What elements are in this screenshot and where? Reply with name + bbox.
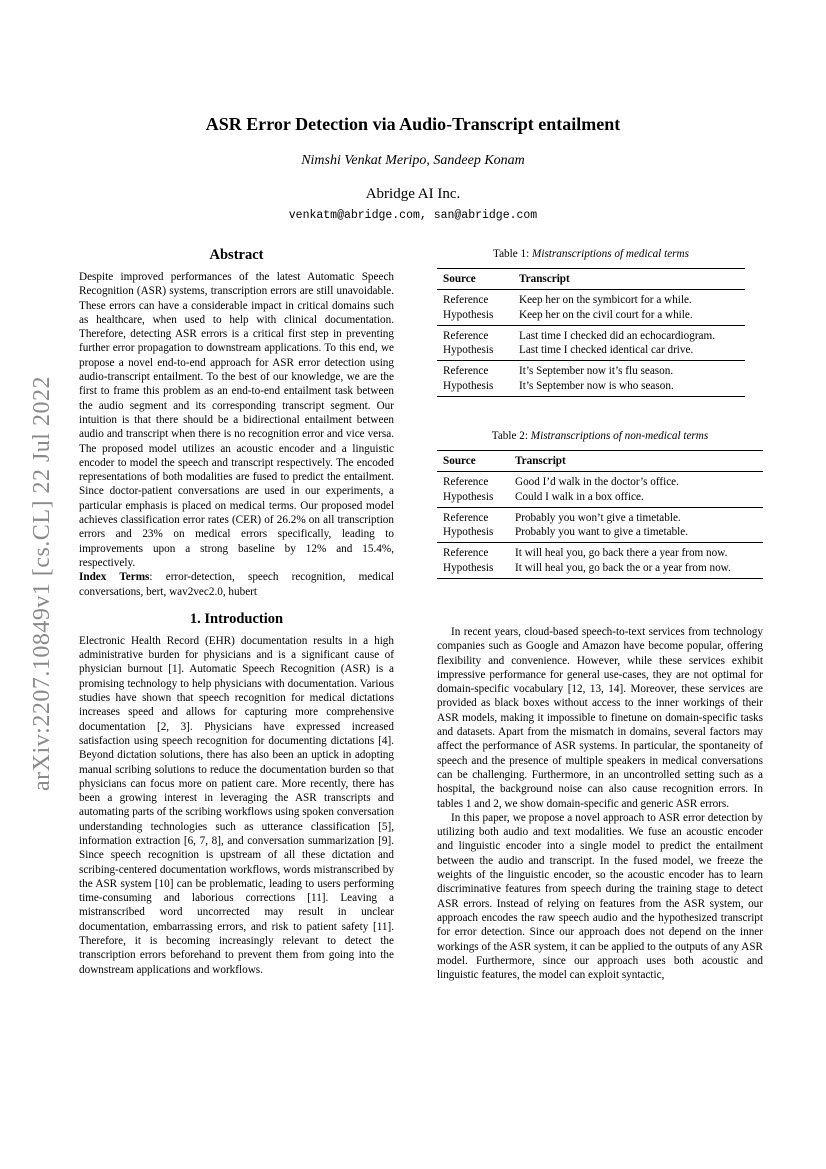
table-row <box>437 379 745 397</box>
introduction-paragraph-3: In this paper, we propose a novel approach to ASR error detection by utilizing both audio and text modalities. We fuse an acoustic encoder and linguistic encoder into a single model to predict the entailment between the audio and transcript. In the fused model, we freeze the weights of the linguistic encoder, so the acoustic encoder has to learn discriminative features from speech during the training stage to detect ASR errors. Instead of relying on features from the ASR system, our approach encodes the raw speech audio and the hypothesized transcript for error detection. Since our approach does not depend on the inner workings of the ASR system, it can be applied to the outputs of any ASR model. Furthermore, since our approach uses both acoustic and linguistic features, the model can exploit syntactic, <box>437 811 763 982</box>
table-cell-source: Reference <box>443 511 489 524</box>
table-cell-source: Reference <box>443 547 489 560</box>
table-cell-transcript: It will heal you, go back there a year from now. <box>515 547 728 560</box>
table-cell-transcript: Good I’d walk in the doctor’s office. <box>515 476 679 489</box>
table-1-caption-text: Mistranscriptions of medical terms <box>532 248 689 260</box>
table-1-header-source: Source <box>443 273 476 285</box>
table-1-caption-label: Table 1: <box>493 248 533 260</box>
table-row <box>437 290 745 308</box>
table-1-header-transcript: Transcript <box>519 273 570 285</box>
table-cell-source: Hypothesis <box>443 561 494 574</box>
table-row <box>437 507 763 525</box>
index-terms <box>79 570 394 599</box>
table-1 <box>437 248 745 397</box>
introduction-paragraph-1: Electronic Health Record (EHR) documentation results in a high administrative burden for physicians and is a significant cause of physician burnout [1]. Automatic Speech Recognition (ASR) is a promising technology to help physicians with documentation. Various studies have shown that speech recognition for medical dictations increases speed and allows for capturing more comprehensive documentation [2, 3]. Physicians have expressed increased satisfaction using speech recognition for documenting dictations [4]. Beyond dictation solutions, there has also been an uptick in adopting manual scribing solutions to reduce the documentation burden so that physicians can focus more on patient care. More recently, there has been a growing interest in leveraging the ASR transcripts and automating parts of the scribing workflows using spoken conversation understanding technologies such as utterance classification [5], information extraction [6, 7, 8], and conversation summarization [9]. Since speech recognition is upstream of all these dictation and scribing-centered documentation workflows, words mistranscribed by the ASR system [10] can be problematic, leading to users performing time-consuming and laborious corrections [11]. Leaving a mistranscribed word uncorrected may result in unclear documentation, embarrassing errors, and risk to patient safety [11]. Therefore, it is becoming increasingly relevant to detect the transcription errors beforehand to prevent them from going into the downstream applications and workflows. <box>79 634 394 976</box>
table-2-grid <box>437 450 763 579</box>
table-1-group <box>437 325 745 361</box>
right-column-text <box>437 625 763 982</box>
table-cell-source: Reference <box>443 365 489 378</box>
table-cell-transcript: Last time I checked did an echocardiogram. <box>519 329 716 342</box>
table-cell-transcript: Probably you won’t give a timetable. <box>515 511 681 524</box>
table-row <box>437 325 745 343</box>
table-cell-source: Hypothesis <box>443 308 494 321</box>
table-cell-source: Reference <box>443 294 489 307</box>
table-cell-transcript: It’s September now is who season. <box>519 379 674 392</box>
arxiv-identifier-stamp <box>22 348 62 818</box>
table-2-group <box>437 472 763 508</box>
table-cell-transcript: Could I walk in a box office. <box>515 490 644 503</box>
table-cell-source: Hypothesis <box>443 344 494 357</box>
table-cell-source: Hypothesis <box>443 490 494 503</box>
table-row <box>437 343 745 361</box>
paper-emails: venkatm@abridge.com, san@abridge.com <box>288 209 538 222</box>
table-2-caption <box>437 430 763 442</box>
paper-title: ASR Error Detection via Audio-Transcript entailment <box>205 114 621 134</box>
table-cell-transcript: Keep her on the symbicort for a while. <box>519 294 692 307</box>
table-2-caption-label: Table 2: <box>491 430 531 442</box>
table-row <box>437 490 763 508</box>
table-2-group <box>437 507 763 543</box>
table-2-group <box>437 543 763 579</box>
table-row <box>437 543 763 561</box>
table-cell-transcript: Keep her on the civil court for a while. <box>519 308 693 321</box>
table-row <box>437 561 763 579</box>
table-cell-source: Hypothesis <box>443 379 494 392</box>
table-2-caption-text: Mistranscriptions of non-medical terms <box>530 430 709 442</box>
paper-affiliation: Abridge AI Inc. <box>365 186 461 202</box>
abstract-heading: Abstract <box>209 247 264 263</box>
paper-authors: Nimshi Venkat Meripo, Sandeep Konam <box>301 153 525 168</box>
table-2-header-transcript: Transcript <box>515 455 566 467</box>
table-1-group <box>437 290 745 326</box>
introduction-paragraph-2: In recent years, cloud-based speech-to-text services from technology companies such as Google and Amazon have become popular, offering flexibility and convenience. However, while these services exhibit impressive performance for general use-cases, they are not optimal for domain-specific vocabulary [12, 13, 14]. Moreover, these services are provided as black boxes without access to the inner workings of their ASR models, making it impossible to finetune on domain-specific tasks and datasets. Apart from the mismatch in domains, several factors may affect the performance of ASR systems. In particular, the spontaneity of speech and the presence of multiple speakers in medical conversations can be challenging. Furthermore, in an uncontrolled setting such as a hospital, the background noise can also cause recognition errors. In tables 1 and 2, we show domain-specific and generic ASR errors. <box>437 626 763 810</box>
table-row <box>437 472 763 490</box>
table-cell-source: Reference <box>443 476 489 489</box>
table-cell-source: Reference <box>443 329 489 342</box>
table-row <box>437 525 763 543</box>
table-row <box>437 361 745 379</box>
arxiv-identifier-text: arXiv:2207.10849v1 [cs.CL] 22 Jul 2022 <box>28 375 55 791</box>
table-cell-transcript: It’s September now it’s flu season. <box>519 365 674 378</box>
index-terms-text: : error-detection, speech recognition, medical conversations, bert, wav2vec2.0, hubert <box>79 571 394 598</box>
index-terms-label: Index Terms <box>79 571 150 584</box>
table-1-grid <box>437 268 745 397</box>
table-1-group <box>437 361 745 397</box>
table-cell-transcript: Last time I checked identical car drive. <box>519 344 694 357</box>
table-cell-source: Hypothesis <box>443 526 494 539</box>
table-1-caption <box>437 248 745 260</box>
table-2-header-source: Source <box>443 455 476 467</box>
abstract-text: Despite improved performances of the latest Automatic Speech Recognition (ASR) systems, transcription errors are still unavoidable. These errors can have a considerable impact in critical domains such as healthcare, when used to help with clinical documentation. Therefore, detecting ASR errors is a critical first step in preventing further error propagation to downstream applications. To this end, we propose a novel end-to-end approach for ASR error detection using audio-transcript entailment. To the best of our knowledge, we are the first to frame this problem as an end-to-end entailment task between the audio segment and its corresponding transcript segment. Our intuition is that there should be a bidirectional entailment between audio and transcript when there is no recognition error and vice versa. The proposed model utilizes an acoustic encoder and a linguistic encoder to model the speech and transcript respectively. The encoded representations of both modalities are fused to predict the entailment. Since doctor-patient conversations are used in our experiments, a particular emphasis is placed on medical terms. Our proposed model achieves classification error rates (CER) of 26.2% on all transcription errors and 23% on medical errors specifically, leading to improvements upon a strong baseline by 12% and 15.4%, respectively. <box>79 271 394 569</box>
table-cell-transcript: It will heal you, go back the or a year from now. <box>515 561 731 574</box>
table-row <box>437 308 745 326</box>
left-column <box>79 247 394 977</box>
table-2 <box>437 430 763 579</box>
table-cell-transcript: Probably you want to give a timetable. <box>515 526 689 539</box>
introduction-heading: 1. Introduction <box>189 610 284 627</box>
